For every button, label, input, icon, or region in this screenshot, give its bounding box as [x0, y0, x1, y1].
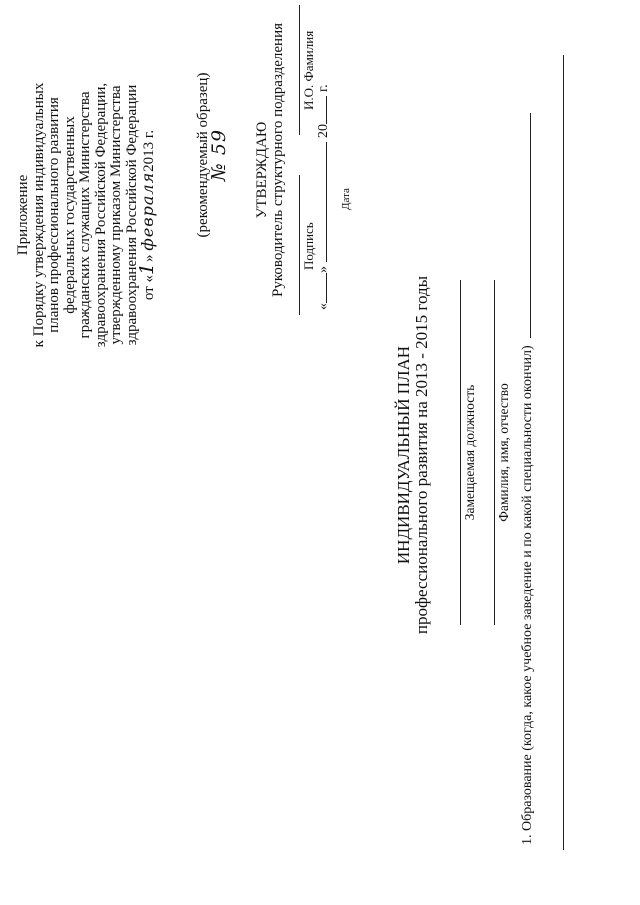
handwritten-number: № 59 [208, 128, 230, 182]
name-label: И.О. Фамилия [301, 30, 316, 110]
date-label: Дата [340, 188, 352, 210]
position-line [460, 280, 461, 625]
appendix-line: утвержденному приказом Министерства [108, 85, 124, 345]
appendix-line: Приложение [15, 174, 31, 256]
sample-note: (рекомендуемый образец) [195, 72, 211, 238]
signature-label: Подпись [301, 222, 316, 270]
appendix-line: здравоохранения Российской Федерации, [92, 82, 109, 348]
approval-date-row: «»20г. [316, 84, 331, 310]
handwritten-month: февраля [138, 171, 157, 251]
appendix-line: планов профессионального развития [46, 97, 62, 333]
name-caption: Фамилия, имя, отчество [496, 383, 511, 522]
handwritten-day: 1 [136, 261, 158, 276]
approval-heading: УТВЕРЖДАЮ [254, 121, 270, 219]
name-line [299, 5, 300, 135]
appendix-line: к Порядку утверждения индивидуальных [30, 82, 47, 348]
plan-title: ИНДИВИДУАЛЬНЫЙ ПЛАН [394, 345, 413, 565]
position-caption: Замещаемая должность [462, 384, 477, 521]
appendix-line: федеральных государственных [61, 116, 78, 314]
signature-line [299, 175, 300, 315]
appendix-line: здравоохранения Российской Федерации [123, 84, 140, 346]
education-fill-line [530, 113, 531, 338]
appendix-line: гражданских служащих Министерства [77, 91, 93, 339]
plan-subtitle: профессионального развития на 2013 - 2015 годы [412, 275, 431, 635]
education-line-2 [563, 55, 564, 850]
appendix-block [16, 5, 158, 425]
appendix-date: от «1» февраля2013 г. [136, 129, 158, 301]
plan-title-block [395, 245, 431, 665]
sample-note-block [195, 25, 230, 285]
approval-position: Руководитель структурного подразделения [270, 23, 286, 297]
education-label: 1. Образование (когда, какое учебное заведение и по какой специальности окончил) [520, 345, 535, 845]
approval-block [254, 0, 352, 320]
education-row [520, 55, 536, 845]
name-field-line [494, 280, 495, 625]
